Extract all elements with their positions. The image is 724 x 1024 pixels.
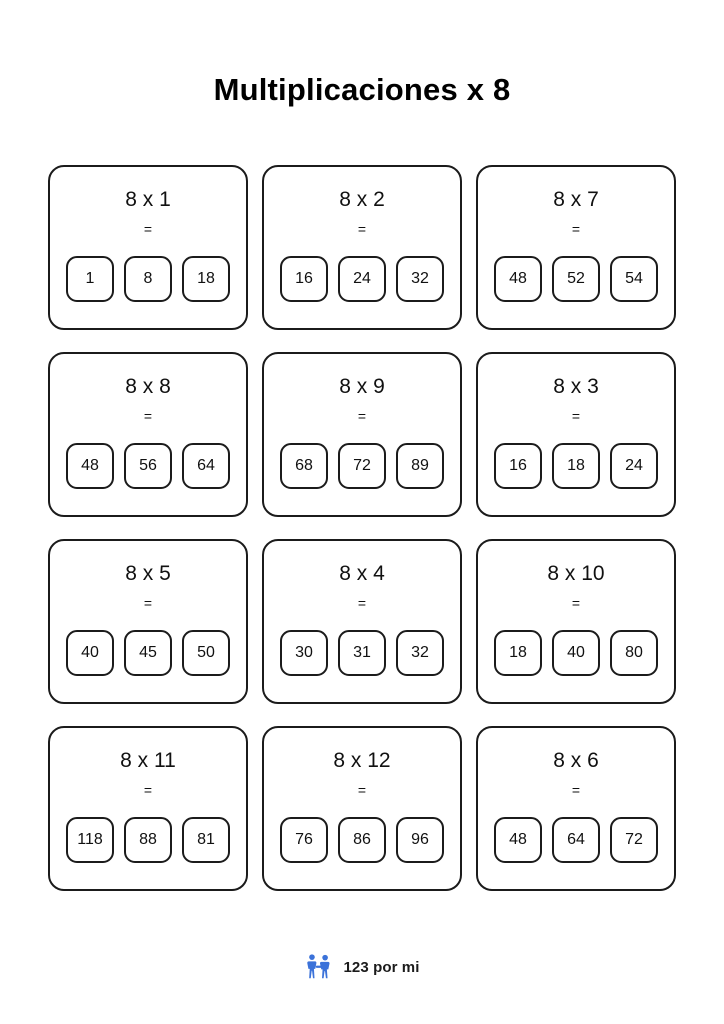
answer-option[interactable]: 68 xyxy=(280,443,328,489)
answer-option[interactable]: 40 xyxy=(66,630,114,676)
card-expression: 8 x 8 xyxy=(125,374,171,398)
answer-option[interactable]: 16 xyxy=(280,256,328,302)
answer-option[interactable]: 18 xyxy=(552,443,600,489)
equals-symbol: = xyxy=(357,220,367,237)
card-expression: 8 x 2 xyxy=(339,187,385,211)
answer-options xyxy=(494,817,658,863)
answer-options xyxy=(494,256,658,302)
footer-brand-text: 123 por mi xyxy=(343,958,420,976)
multiplication-card xyxy=(262,352,462,517)
answer-options xyxy=(280,630,444,676)
card-expression: 8 x 6 xyxy=(553,748,599,772)
equals-symbol: = xyxy=(143,407,153,424)
card-expression: 8 x 4 xyxy=(339,561,385,585)
answer-options xyxy=(66,630,230,676)
equals-symbol: = xyxy=(571,781,581,798)
answer-option[interactable]: 56 xyxy=(124,443,172,489)
card-expression: 8 x 11 xyxy=(120,748,176,772)
card-expression: 8 x 3 xyxy=(553,374,599,398)
equals-symbol: = xyxy=(357,407,367,424)
answer-option[interactable]: 64 xyxy=(552,817,600,863)
equals-symbol: = xyxy=(357,594,367,611)
answer-option[interactable]: 88 xyxy=(124,817,172,863)
answer-options xyxy=(280,256,444,302)
equals-symbol: = xyxy=(143,594,153,611)
answer-option[interactable]: 72 xyxy=(610,817,658,863)
equals-symbol: = xyxy=(571,220,581,237)
answer-option[interactable]: 24 xyxy=(338,256,386,302)
answer-option[interactable]: 8 xyxy=(124,256,172,302)
answer-option[interactable]: 1 xyxy=(66,256,114,302)
card-expression: 8 x 5 xyxy=(125,561,171,585)
multiplication-card xyxy=(262,165,462,330)
multiplication-card-grid xyxy=(48,165,676,891)
answer-options xyxy=(66,443,230,489)
multiplication-card xyxy=(48,165,248,330)
answer-options xyxy=(494,630,658,676)
card-expression: 8 x 10 xyxy=(547,561,605,585)
answer-option[interactable]: 30 xyxy=(280,630,328,676)
equals-symbol: = xyxy=(571,407,581,424)
answer-option[interactable]: 64 xyxy=(182,443,230,489)
answer-option[interactable]: 18 xyxy=(182,256,230,302)
card-expression: 8 x 12 xyxy=(333,748,391,772)
equals-symbol: = xyxy=(143,781,153,798)
answer-option[interactable]: 24 xyxy=(610,443,658,489)
equals-symbol: = xyxy=(357,781,367,798)
page-title: Multiplicaciones x 8 xyxy=(213,72,511,107)
answer-option[interactable]: 118 xyxy=(66,817,114,863)
answer-option[interactable]: 89 xyxy=(396,443,444,489)
answer-options xyxy=(494,443,658,489)
answer-option[interactable]: 16 xyxy=(494,443,542,489)
children-logo-icon xyxy=(304,952,334,982)
multiplication-card xyxy=(262,539,462,704)
footer-branding xyxy=(0,952,724,982)
multiplication-card xyxy=(476,352,676,517)
multiplication-card xyxy=(48,726,248,891)
answer-option[interactable]: 31 xyxy=(338,630,386,676)
answer-option[interactable]: 52 xyxy=(552,256,600,302)
card-expression: 8 x 9 xyxy=(339,374,385,398)
answer-option[interactable]: 40 xyxy=(552,630,600,676)
answer-option[interactable]: 96 xyxy=(396,817,444,863)
multiplication-card xyxy=(476,539,676,704)
equals-symbol: = xyxy=(571,594,581,611)
multiplication-card xyxy=(262,726,462,891)
multiplication-card xyxy=(476,165,676,330)
answer-option[interactable]: 18 xyxy=(494,630,542,676)
card-expression: 8 x 1 xyxy=(125,187,171,211)
answer-option[interactable]: 45 xyxy=(124,630,172,676)
answer-option[interactable]: 54 xyxy=(610,256,658,302)
multiplication-card xyxy=(48,352,248,517)
answer-option[interactable]: 72 xyxy=(338,443,386,489)
card-expression: 8 x 7 xyxy=(553,187,599,211)
answer-options xyxy=(280,443,444,489)
multiplication-card xyxy=(476,726,676,891)
answer-option[interactable]: 32 xyxy=(396,256,444,302)
answer-options xyxy=(66,817,230,863)
answer-option[interactable]: 81 xyxy=(182,817,230,863)
multiplication-card xyxy=(48,539,248,704)
answer-option[interactable]: 50 xyxy=(182,630,230,676)
answer-option[interactable]: 48 xyxy=(494,256,542,302)
equals-symbol: = xyxy=(143,220,153,237)
answer-option[interactable]: 48 xyxy=(494,817,542,863)
answer-options xyxy=(280,817,444,863)
answer-option[interactable]: 76 xyxy=(280,817,328,863)
answer-options xyxy=(66,256,230,302)
answer-option[interactable]: 86 xyxy=(338,817,386,863)
answer-option[interactable]: 80 xyxy=(610,630,658,676)
answer-option[interactable]: 32 xyxy=(396,630,444,676)
answer-option[interactable]: 48 xyxy=(66,443,114,489)
